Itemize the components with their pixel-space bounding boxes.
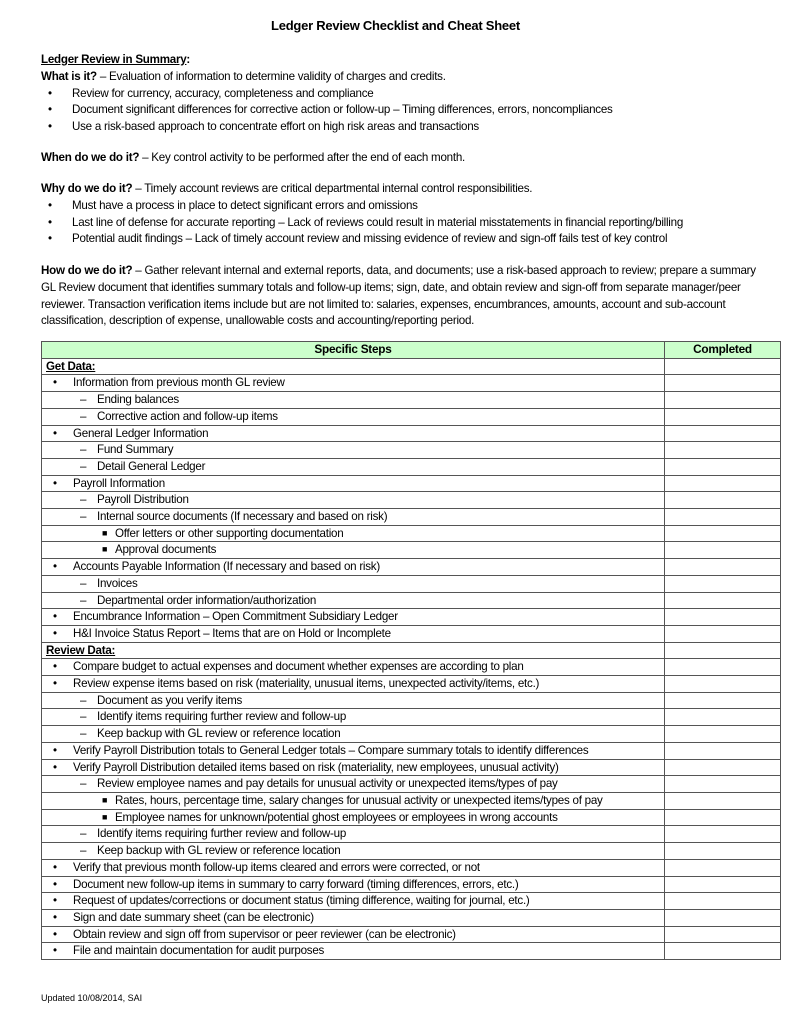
step-cell — [42, 943, 665, 960]
step-cell — [42, 926, 665, 943]
dash-icon: – — [80, 393, 87, 407]
checklist-row — [42, 542, 781, 559]
step-cell — [42, 525, 665, 542]
why-bullet: • Must have a process in place to detect significant errors and omissions — [41, 198, 781, 215]
step-cell — [42, 392, 665, 409]
step-text: H&I Invoice Status Report – Items that are on Hold or Incomplete — [73, 626, 391, 640]
step-cell — [42, 509, 665, 526]
header-specific-steps: Specific Steps — [42, 342, 665, 359]
when-section — [41, 150, 781, 167]
completed-cell[interactable] — [665, 442, 781, 459]
step-cell — [42, 843, 665, 860]
dash-icon: – — [80, 693, 87, 707]
step-text: Verify Payroll Distribution detailed items based on risk (materiality, new employees, unusual activity) — [73, 760, 559, 774]
bullet-icon: • — [53, 894, 57, 908]
completed-cell[interactable] — [665, 609, 781, 626]
step-text: Fund Summary — [97, 443, 174, 457]
why-question: Why do we do it? — [41, 182, 133, 195]
step-cell — [42, 809, 665, 826]
step-cell — [42, 375, 665, 392]
square-bullet-icon: ■ — [102, 811, 108, 822]
bullet-icon: • — [53, 660, 57, 674]
completed-cell[interactable] — [665, 525, 781, 542]
step-text: Detail General Ledger — [97, 459, 206, 473]
step-cell — [42, 776, 665, 793]
step-cell — [42, 408, 665, 425]
step-cell — [42, 425, 665, 442]
completed-cell[interactable] — [665, 625, 781, 642]
checklist-row — [42, 709, 781, 726]
step-cell — [42, 609, 665, 626]
checklist-row — [42, 509, 781, 526]
checklist-row — [42, 909, 781, 926]
step-cell — [42, 792, 665, 809]
completed-cell[interactable] — [665, 742, 781, 759]
completed-cell[interactable] — [665, 843, 781, 860]
step-cell — [42, 876, 665, 893]
step-cell — [42, 659, 665, 676]
why-answer: – Timely account reviews are critical departmental internal control responsibilities. — [132, 182, 533, 195]
completed-cell[interactable] — [665, 509, 781, 526]
step-cell — [42, 676, 665, 693]
step-text: Ending balances — [97, 393, 179, 407]
step-cell — [42, 726, 665, 743]
dash-icon: – — [80, 710, 87, 724]
step-text: Encumbrance Information – Open Commitment Subsidiary Ledger — [73, 610, 398, 624]
completed-cell[interactable] — [665, 458, 781, 475]
checklist-row — [42, 475, 781, 492]
step-cell — [42, 826, 665, 843]
step-text: Get Data: — [46, 359, 96, 373]
completed-cell[interactable] — [665, 792, 781, 809]
completed-cell[interactable] — [665, 408, 781, 425]
step-text: File and maintain documentation for audit purposes — [73, 944, 325, 958]
what-answer: – Evaluation of information to determine validity of charges and credits. — [96, 69, 446, 83]
completed-cell[interactable] — [665, 692, 781, 709]
step-cell — [42, 859, 665, 876]
how-section — [41, 263, 761, 330]
completed-cell[interactable] — [665, 358, 781, 375]
step-text: Request of updates/corrections or document status (timing difference, waiting for journal, etc.) — [73, 894, 530, 908]
step-cell — [42, 909, 665, 926]
completed-cell[interactable] — [665, 425, 781, 442]
document-title: Ledger Review Checklist and Cheat Sheet — [271, 18, 520, 33]
checklist-row — [42, 843, 781, 860]
when-question: When do we do it? — [41, 151, 140, 164]
checklist-row — [42, 458, 781, 475]
what-bullet: • Use a risk-based approach to concentrate effort on high risk areas and transactions — [41, 119, 781, 136]
dash-icon: – — [80, 459, 87, 473]
step-cell — [42, 642, 665, 659]
completed-cell[interactable] — [665, 592, 781, 609]
step-cell — [42, 625, 665, 642]
checklist-row — [42, 676, 781, 693]
checklist-row — [42, 943, 781, 960]
completed-cell[interactable] — [665, 375, 781, 392]
step-text: Review employee names and pay details for unusual activity or unexpected items/types of pay — [97, 777, 558, 791]
completed-cell[interactable] — [665, 809, 781, 826]
step-text: General Ledger Information — [73, 426, 209, 440]
step-text: Offer letters or other supporting documentation — [115, 526, 344, 540]
step-cell — [42, 759, 665, 776]
completed-cell[interactable] — [665, 759, 781, 776]
header-completed: Completed — [665, 342, 781, 359]
why-bullet: • Potential audit findings – Lack of timely account review and missing evidence of review and sign-off fails test of key control — [41, 231, 781, 248]
what-bullet: • Review for currency, accuracy, completeness and compliance — [41, 86, 781, 103]
square-bullet-icon: ■ — [102, 794, 108, 805]
step-text: Review expense items based on risk (materiality, unusual items, unexpected activity/items, etc.) — [73, 677, 540, 691]
what-bullet: • Document significant differences for corrective action or follow-up – Timing differences, errors, noncompliances — [41, 102, 781, 119]
step-cell — [42, 592, 665, 609]
dash-icon: – — [80, 510, 87, 524]
bullet-icon: • — [53, 927, 57, 941]
checklist-row — [42, 776, 781, 793]
completed-cell[interactable] — [665, 926, 781, 943]
step-text: Accounts Payable Information (If necessary and based on risk) — [73, 560, 380, 574]
step-text: Approval documents — [115, 543, 217, 557]
section-header-row — [42, 642, 781, 659]
checklist-row — [42, 559, 781, 576]
why-section — [41, 181, 781, 248]
step-text: Employee names for unknown/potential ghost employees or employees in wrong accounts — [115, 810, 558, 824]
checklist-row — [42, 726, 781, 743]
checklist-row — [42, 792, 781, 809]
dash-icon: – — [80, 493, 87, 507]
step-text: Information from previous month GL review — [73, 376, 285, 390]
bullet-icon: • — [53, 426, 57, 440]
step-text: Corrective action and follow-up items — [97, 409, 278, 423]
completed-cell[interactable] — [665, 826, 781, 843]
completed-cell[interactable] — [665, 876, 781, 893]
step-cell — [42, 458, 665, 475]
bullet-icon: • — [53, 476, 57, 490]
checklist-row — [42, 609, 781, 626]
bullet-icon: • — [53, 743, 57, 757]
checklist-row — [42, 809, 781, 826]
checklist-row — [42, 625, 781, 642]
checklist-row — [42, 926, 781, 943]
checklist-row — [42, 592, 781, 609]
step-text: Identify items requiring further review and follow-up — [97, 710, 347, 724]
step-text: Verify Payroll Distribution totals to General Ledger totals – Compare summary totals to identify differences — [73, 743, 589, 757]
square-bullet-icon: ■ — [102, 544, 108, 555]
step-cell — [42, 442, 665, 459]
bullet-icon: • — [53, 860, 57, 874]
completed-cell[interactable] — [665, 909, 781, 926]
checklist-row — [42, 392, 781, 409]
dash-icon: – — [80, 409, 87, 423]
step-cell — [42, 893, 665, 910]
dash-icon: – — [80, 777, 87, 791]
bullet-icon: • — [53, 626, 57, 640]
how-answer: – Gather relevant internal and external reports, data, and documents; use a risk-based approach to review; prepare a summary GL Review document that identifies summary totals and follow-up items; sign, date, and obtain review and sign-off from separate manager/peer reviewer. Transaction verification items include but are not limited to: salaries, expenses, encumbrances, amounts, account and sub-account classification, description of expense, unallowable costs and accounting/reporting period. — [41, 264, 756, 328]
step-cell — [42, 692, 665, 709]
checklist-row — [42, 659, 781, 676]
step-cell — [42, 358, 665, 375]
how-question: How do we do it? — [41, 264, 133, 277]
checklist-row — [42, 742, 781, 759]
checklist-table — [41, 341, 781, 960]
checklist-row — [42, 859, 781, 876]
step-text: Payroll Information — [73, 476, 165, 490]
checklist-row — [42, 759, 781, 776]
step-cell — [42, 492, 665, 509]
step-text: Verify that previous month follow-up items cleared and errors were corrected, or not — [73, 860, 480, 874]
dash-icon: – — [80, 727, 87, 741]
completed-cell[interactable] — [665, 676, 781, 693]
bullet-icon: • — [53, 376, 57, 390]
summary-heading: Ledger Review in Summary — [41, 53, 187, 66]
step-text: Departmental order information/authorization — [97, 593, 317, 607]
completed-cell[interactable] — [665, 492, 781, 509]
completed-cell[interactable] — [665, 726, 781, 743]
step-cell — [42, 575, 665, 592]
step-text: Keep backup with GL review or reference location — [97, 844, 341, 858]
step-text: Keep backup with GL review or reference location — [97, 727, 341, 741]
bullet-icon: • — [53, 560, 57, 574]
step-text: Compare budget to actual expenses and document whether expenses are according to plan — [73, 660, 524, 674]
dash-icon: – — [80, 593, 87, 607]
step-cell — [42, 475, 665, 492]
completed-cell[interactable] — [665, 659, 781, 676]
why-bullet: • Last line of defense for accurate reporting – Lack of reviews could result in material misstatements in financial reporting/billing — [41, 215, 781, 232]
completed-cell[interactable] — [665, 709, 781, 726]
checklist-row — [42, 375, 781, 392]
step-cell — [42, 559, 665, 576]
completed-cell[interactable] — [665, 642, 781, 659]
checklist-row — [42, 893, 781, 910]
completed-cell[interactable] — [665, 776, 781, 793]
checklist-row — [42, 408, 781, 425]
completed-cell[interactable] — [665, 575, 781, 592]
when-answer: – Key control activity to be performed after the end of each month. — [139, 151, 466, 164]
bullet-icon: • — [53, 944, 57, 958]
step-text: Review Data: — [46, 643, 116, 657]
step-text: Identify items requiring further review and follow-up — [97, 827, 347, 841]
checklist-row — [42, 442, 781, 459]
step-text: Invoices — [97, 576, 138, 590]
checklist-row — [42, 826, 781, 843]
step-text: Sign and date summary sheet (can be electronic) — [73, 910, 314, 924]
checklist-row — [42, 492, 781, 509]
dash-icon: – — [80, 576, 87, 590]
checklist-row — [42, 876, 781, 893]
completed-cell[interactable] — [665, 943, 781, 960]
step-text: Document new follow-up items in summary to carry forward (timing differences, errors, etc.) — [73, 877, 519, 891]
completed-cell[interactable] — [665, 893, 781, 910]
completed-cell[interactable] — [665, 859, 781, 876]
step-text: Obtain review and sign off from supervisor or peer reviewer (can be electronic) — [73, 927, 456, 941]
checklist-row — [42, 575, 781, 592]
summary-section: Ledger Review in Summary: What is it? – Evaluation of information to determine validity of charges and credits. • Review for currency, accuracy, completeness and compliance • Document significant differences for corrective action or follow-up – Timing differences, errors, noncompliances • Use a risk-based approach to concentrate effort on high risk areas and transactions — [41, 52, 781, 136]
completed-cell[interactable] — [665, 475, 781, 492]
completed-cell[interactable] — [665, 392, 781, 409]
bullet-icon: • — [53, 760, 57, 774]
checklist-row — [42, 425, 781, 442]
step-cell — [42, 542, 665, 559]
dash-icon: – — [80, 844, 87, 858]
step-text: Payroll Distribution — [97, 493, 189, 507]
section-header-row — [42, 358, 781, 375]
checklist-row — [42, 525, 781, 542]
square-bullet-icon: ■ — [102, 527, 108, 538]
checklist-row — [42, 692, 781, 709]
dash-icon: – — [80, 827, 87, 841]
bullet-icon: • — [53, 877, 57, 891]
footer-updated: Updated 10/08/2014, SAI — [41, 993, 143, 1003]
completed-cell[interactable] — [665, 542, 781, 559]
bullet-icon: • — [53, 610, 57, 624]
completed-cell[interactable] — [665, 559, 781, 576]
what-question: What is it? — [41, 69, 97, 83]
bullet-icon: • — [53, 910, 57, 924]
step-cell — [42, 709, 665, 726]
step-text: Document as you verify items — [97, 693, 243, 707]
step-cell — [42, 742, 665, 759]
step-text: Rates, hours, percentage time, salary changes for unusual activity or unexpected items/types of pay — [115, 793, 603, 807]
dash-icon: – — [80, 443, 87, 457]
step-text: Internal source documents (If necessary and based on risk) — [97, 510, 388, 524]
bullet-icon: • — [53, 677, 57, 691]
